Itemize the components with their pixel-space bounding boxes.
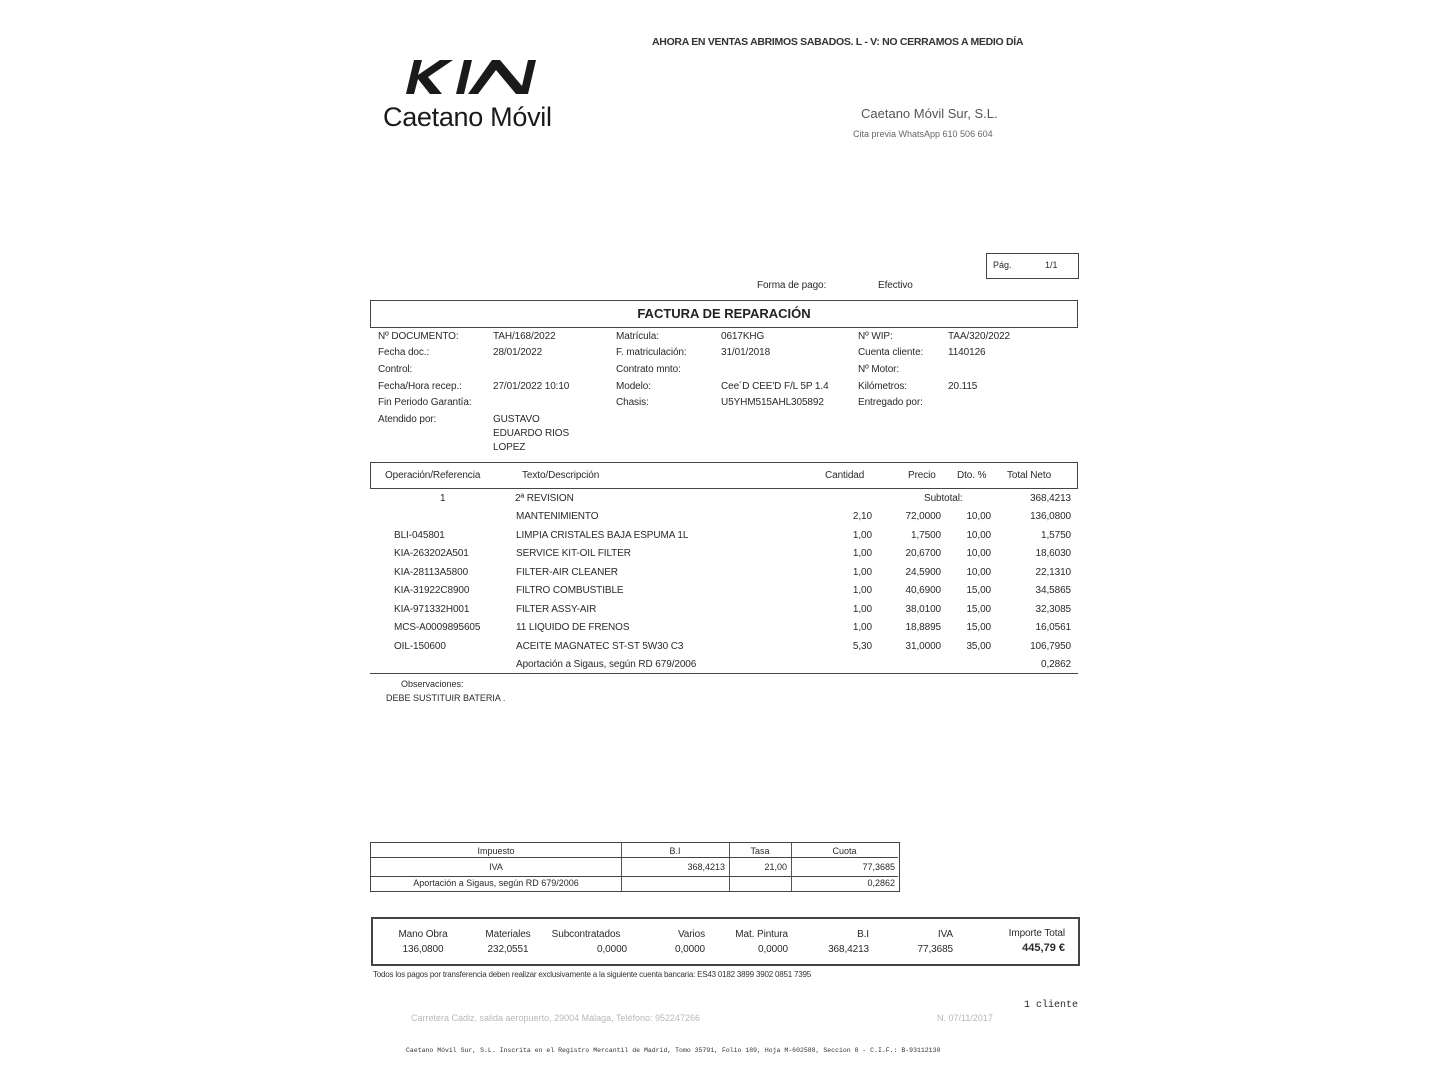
kilometers-label: Kilómetros: [858, 381, 907, 392]
tax-row-sigaus-name: Aportación a Sigaus, según RD 679/2006 [413, 878, 579, 888]
misc-label: Varios [677, 929, 705, 940]
company-name: Caetano Móvil Sur, S.L. [861, 106, 998, 121]
contract-label: Contrato mnto: [616, 364, 681, 375]
cell-disc: 15,00 [966, 622, 991, 633]
wip-label: Nº WIP: [858, 331, 893, 342]
col-qty-header: Cantidad [825, 470, 865, 481]
faint-code: N. 07/11/2017 [937, 1013, 993, 1023]
attended-value-line3: LOPEZ [493, 442, 526, 453]
grand-total-label: Importe Total [1008, 928, 1065, 939]
col-total-header: Total Neto [1007, 470, 1052, 481]
col-disc-header: Dto. % [957, 470, 987, 481]
group-name: 2ª REVISION [515, 493, 574, 504]
lines-table-header [370, 462, 1078, 489]
header-notice: AHORA EN VENTAS ABRIMOS SABADOS. L - V: NO CERRAMOS A MEDIO DÍA [652, 36, 1024, 48]
cell-total: 22,1310 [1035, 566, 1071, 578]
tax-row-sigaus-quota: 0,2862 [867, 878, 895, 888]
labor-value: 136,0800 [402, 944, 444, 955]
page-value: 1/1 [1045, 260, 1058, 270]
bank-note: Todos los pagos por transferencia deben realizar exclusivamente a la siguiente cuenta bancaria: ES43 0182 3899 3902 0851 7395 [373, 970, 811, 979]
customer-account-value: 1140126 [948, 347, 986, 358]
attended-value-line2: EDUARDO RIOS [493, 428, 570, 439]
cell-ref: KIA-971332H001 [394, 603, 470, 615]
cell-desc: FILTER-AIR CLEANER [516, 566, 618, 578]
faint-address: Carretera Cádiz, salida aeropuerto, 29004 Málaga, Teléfono: 952247266 [411, 1013, 701, 1023]
group-number: 1 [440, 493, 446, 504]
cell-desc: LIMPIA CRISTALES BAJA ESPUMA 1L [516, 529, 689, 541]
plate-label: Matrícula: [616, 331, 659, 342]
observations-label: Observaciones: [401, 679, 464, 689]
cell-desc: SERVICE KIT-OIL FILTER [516, 548, 631, 559]
cell-price: 24,5900 [905, 566, 941, 578]
col-desc-header: Texto/Descripción [522, 470, 600, 481]
tax-row-vat-base: 368,4213 [687, 862, 725, 872]
payment-value: Efectivo [878, 280, 913, 291]
cell-desc: 11 LIQUIDO DE FRENOS [516, 622, 630, 633]
cell-ref: KIA-31922C8900 [394, 585, 470, 596]
paint-label: Mat. Pintura [735, 929, 788, 940]
cell-price: 18,8895 [905, 622, 941, 633]
doc-number-value: TAH/168/2022 [493, 331, 556, 342]
quota-col-header: Cuota [832, 846, 857, 856]
cell-price: 72,0000 [905, 511, 941, 522]
cell-desc: Aportación a Sigaus, según RD 679/2006 [516, 659, 697, 670]
cell-total: 106,7950 [1030, 640, 1071, 652]
cell-desc: MANTENIMIENTO [516, 511, 599, 522]
tax-row-vat-quota: 77,3685 [862, 862, 895, 872]
reception-value: 27/01/2022 10:10 [493, 381, 570, 392]
col-ref-header: Operación/Referencia [385, 470, 481, 481]
col-price-header: Precio [908, 470, 936, 481]
cell-qty: 1,00 [852, 566, 872, 578]
tax-row-vat-name: IVA [489, 862, 503, 872]
cell-ref: KIA-263202A501 [394, 548, 469, 559]
page-number-box [986, 253, 1079, 279]
cell-qty: 2,10 [852, 511, 872, 522]
payment-label: Forma de pago: [757, 280, 827, 291]
rate-col-header: Tasa [750, 846, 770, 856]
paint-value: 0,0000 [758, 944, 788, 955]
cell-total: 34,5865 [1035, 585, 1071, 596]
cell-qty: 1,00 [852, 603, 872, 615]
legal-footer: Caetano Móvil Sur, S.L. Inscrita en el Registro Mercantil de Madrid, Tomo 35791, Folio 189, Hoja M-602588, Seccion 8 - C.I.F.: B-93112130 [406, 1047, 941, 1054]
model-label: Modelo: [616, 381, 651, 392]
doc-date-value: 28/01/2022 [493, 347, 543, 358]
page-label: Pág. [993, 260, 1012, 270]
reception-label: Fecha/Hora recep.: [378, 381, 462, 392]
cell-qty: 1,00 [852, 622, 872, 633]
cell-price: 38,0100 [905, 603, 941, 615]
tax-table [370, 842, 900, 892]
warranty-label: Fin Periodo Garantía: [378, 397, 472, 408]
company-contact: Cita previa WhatsApp 610 506 604 [853, 129, 993, 139]
cell-qty: 1,00 [852, 529, 872, 541]
cell-total: 1,5750 [1041, 529, 1071, 541]
subtotal-value: 368,4213 [1030, 493, 1071, 504]
cell-total: 18,6030 [1035, 548, 1071, 559]
invoice-title-box [370, 300, 1078, 328]
engine-number-label: Nº Motor: [858, 364, 900, 375]
tax-col-header: Impuesto [477, 846, 515, 856]
cell-price: 31,0000 [905, 640, 941, 652]
materials-label: Materiales [485, 929, 531, 940]
doc-date-label: Fecha doc.: [378, 347, 430, 358]
attended-value: GUSTAVO [493, 414, 540, 425]
tax-row-vat-rate: 21,00 [764, 862, 787, 872]
cell-desc: FILTRO COMBUSTIBLE [516, 585, 624, 596]
vat-total-label: IVA [937, 929, 953, 940]
cell-ref: KIA-28113A5800 [394, 566, 469, 578]
cell-desc: ACEITE MAGNATEC ST-ST 5W30 C3 [516, 640, 684, 652]
cell-price: 20,6700 [905, 548, 941, 559]
subtotal-label: Subtotal: [924, 493, 963, 504]
doc-number-label: Nº DOCUMENTO: [378, 331, 459, 342]
cell-qty: 5,30 [852, 640, 872, 652]
cell-total: 0,2862 [1041, 659, 1071, 670]
cell-price: 40,6900 [905, 585, 941, 596]
cell-total: 16,0561 [1035, 622, 1071, 633]
grand-total-value: 445,79 € [1022, 942, 1065, 954]
cell-disc: 15,00 [966, 603, 991, 615]
cell-disc: 10,00 [966, 548, 991, 559]
cell-price: 1,7500 [911, 529, 941, 541]
totals-box [371, 917, 1080, 966]
cell-ref: OIL-150600 [394, 640, 446, 652]
plate-value: 0617KHG [721, 331, 765, 342]
cell-ref: MCS-A0009895605 [394, 622, 481, 633]
cell-disc: 10,00 [966, 529, 991, 541]
copy-label: 1 cliente [1024, 1000, 1079, 1011]
attended-label: Atendido por: [378, 414, 437, 425]
kilometers-value: 20.115 [948, 381, 978, 392]
cell-total: 136,0800 [1030, 511, 1071, 522]
registration-date-value: 31/01/2018 [721, 347, 771, 358]
cell-disc: 10,00 [966, 566, 991, 578]
cell-disc: 15,00 [966, 585, 991, 596]
customer-account-label: Cuenta cliente: [858, 347, 924, 358]
cell-desc: FILTER ASSY-AIR [516, 603, 597, 615]
subcontracted-label: Subcontratados [551, 929, 621, 940]
cell-qty: 1,00 [852, 585, 872, 596]
chassis-value: U5YHM515AHL305892 [721, 397, 824, 408]
vat-total-value: 77,3685 [917, 944, 953, 955]
kia-logo [404, 58, 538, 96]
chassis-label: Chasis: [616, 397, 649, 408]
cell-disc: 35,00 [966, 640, 991, 652]
cell-disc: 10,00 [966, 511, 991, 522]
labor-label: Mano Obra [398, 929, 448, 940]
cell-ref: BLI-045801 [394, 529, 445, 541]
base-total-label: B.I [857, 929, 869, 940]
base-col-header: B.I [669, 846, 681, 856]
observations-text: DEBE SUSTITUIR BATERIA . [386, 693, 506, 703]
misc-value: 0,0000 [675, 944, 705, 955]
materials-value: 232,0551 [487, 944, 529, 955]
subcontracted-value: 0,0000 [597, 944, 627, 955]
invoice-title: FACTURA DE REPARACIÓN [637, 306, 811, 321]
registration-date-label: F. matriculación: [616, 347, 687, 358]
lines-table-bottom-rule [370, 673, 1078, 674]
model-value: Cee´D CEE'D F/L 5P 1.4 [721, 381, 829, 392]
brand-name: Caetano Móvil [383, 102, 552, 132]
delivered-by-label: Entregado por: [858, 397, 923, 408]
base-total-value: 368,4213 [828, 944, 869, 955]
wip-value: TAA/320/2022 [948, 331, 1010, 342]
control-label: Control: [378, 364, 413, 375]
cell-qty: 1,00 [852, 548, 872, 559]
cell-total: 32,3085 [1035, 603, 1071, 615]
